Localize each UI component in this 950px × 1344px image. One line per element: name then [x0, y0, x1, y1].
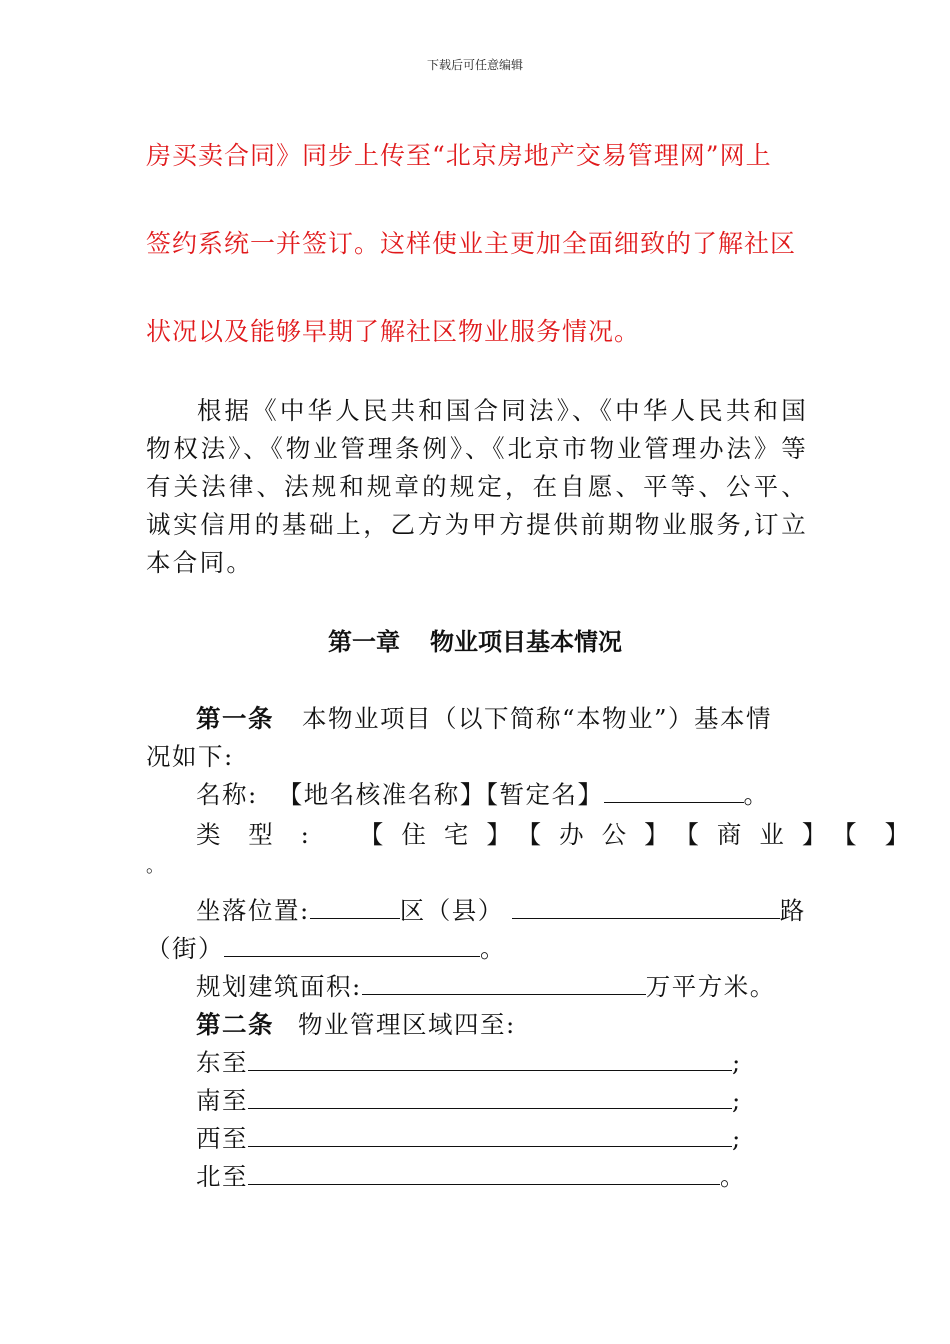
- north-label: 北至: [196, 1162, 248, 1191]
- article1-text: 本物业项目（以下简称“本物业”）基本情: [302, 704, 773, 733]
- south-blank: [248, 1086, 732, 1109]
- article2-text: 物业管理区域四至:: [298, 1010, 516, 1039]
- east-semicolon: ;: [732, 1048, 742, 1077]
- type-end: 。: [146, 856, 166, 877]
- type-label: 类 型 :: [196, 820, 319, 849]
- west-row: [196, 1120, 742, 1155]
- type-row: [196, 816, 911, 851]
- location-district: 区（县）: [399, 896, 504, 925]
- type-close: 】: [884, 820, 911, 849]
- article2-line: [196, 1006, 516, 1041]
- intro-red-line-3: 状况以及能够早期了解社区物业服务情况。: [146, 317, 641, 346]
- north-row: [196, 1158, 746, 1193]
- name-blank: [604, 780, 744, 803]
- east-blank: [248, 1048, 732, 1071]
- location-street: （街）: [146, 934, 224, 963]
- south-semicolon: ;: [732, 1086, 742, 1115]
- location-end: 。: [480, 934, 506, 963]
- area-unit: 万平方米。: [645, 972, 776, 1001]
- name-end: 。: [743, 780, 770, 809]
- type-options: 【住宅】【办公】【商业】【: [358, 820, 875, 849]
- chapter-title: 物业项目基本情况: [430, 627, 622, 656]
- north-period: 。: [720, 1162, 746, 1191]
- location-road: 路: [779, 896, 806, 925]
- article1-line1: [196, 700, 772, 735]
- article2-label: 第二条: [196, 1010, 274, 1039]
- area-row: [196, 968, 776, 1003]
- west-blank: [248, 1124, 732, 1147]
- west-label: 西至: [196, 1124, 248, 1153]
- street-blank: [224, 934, 480, 957]
- area-label: 规划建筑面积:: [196, 972, 362, 1001]
- south-row: [196, 1082, 742, 1117]
- district-blank: [310, 896, 400, 919]
- area-blank: [362, 972, 646, 995]
- name-label: 名称:: [196, 780, 258, 809]
- page-header: 下载后可任意编辑: [426, 58, 523, 72]
- basis-paragraph: [146, 392, 808, 582]
- name-row: [196, 776, 770, 811]
- chapter-heading: [0, 622, 950, 657]
- article1-label: 第一条: [196, 704, 274, 733]
- east-label: 东至: [196, 1048, 248, 1077]
- location-row-2: [146, 930, 506, 965]
- name-options: 【地名核准名称】【暂定名】: [277, 780, 604, 809]
- west-semicolon: ;: [732, 1124, 742, 1153]
- road-blank: [512, 896, 780, 919]
- location-row: [196, 892, 806, 927]
- north-blank: [248, 1162, 720, 1185]
- east-row: [196, 1044, 742, 1079]
- chapter-number: 第一章: [328, 627, 400, 656]
- intro-red-line-2: 签约系统一并签订。这样使业主更加全面细致的了解社区: [146, 229, 797, 258]
- basis-paragraph-text: 根据《中华人民共和国合同法》、《中华人民共和国物权法》、《物业管理条例》、《北京市物业管理办法》等有关法律、法规和规章的规定，在自愿、平等、公平、诚实信用的基础上，乙方为甲方提供前期物业服务,订立本合同。: [146, 396, 808, 577]
- south-label: 南至: [196, 1086, 248, 1115]
- intro-red-line-1: 房买卖合同》同步上传至“北京房地产交易管理网”网上: [146, 141, 772, 170]
- article1-line2: 况如下:: [146, 742, 234, 771]
- location-label: 坐落位置:: [196, 896, 310, 925]
